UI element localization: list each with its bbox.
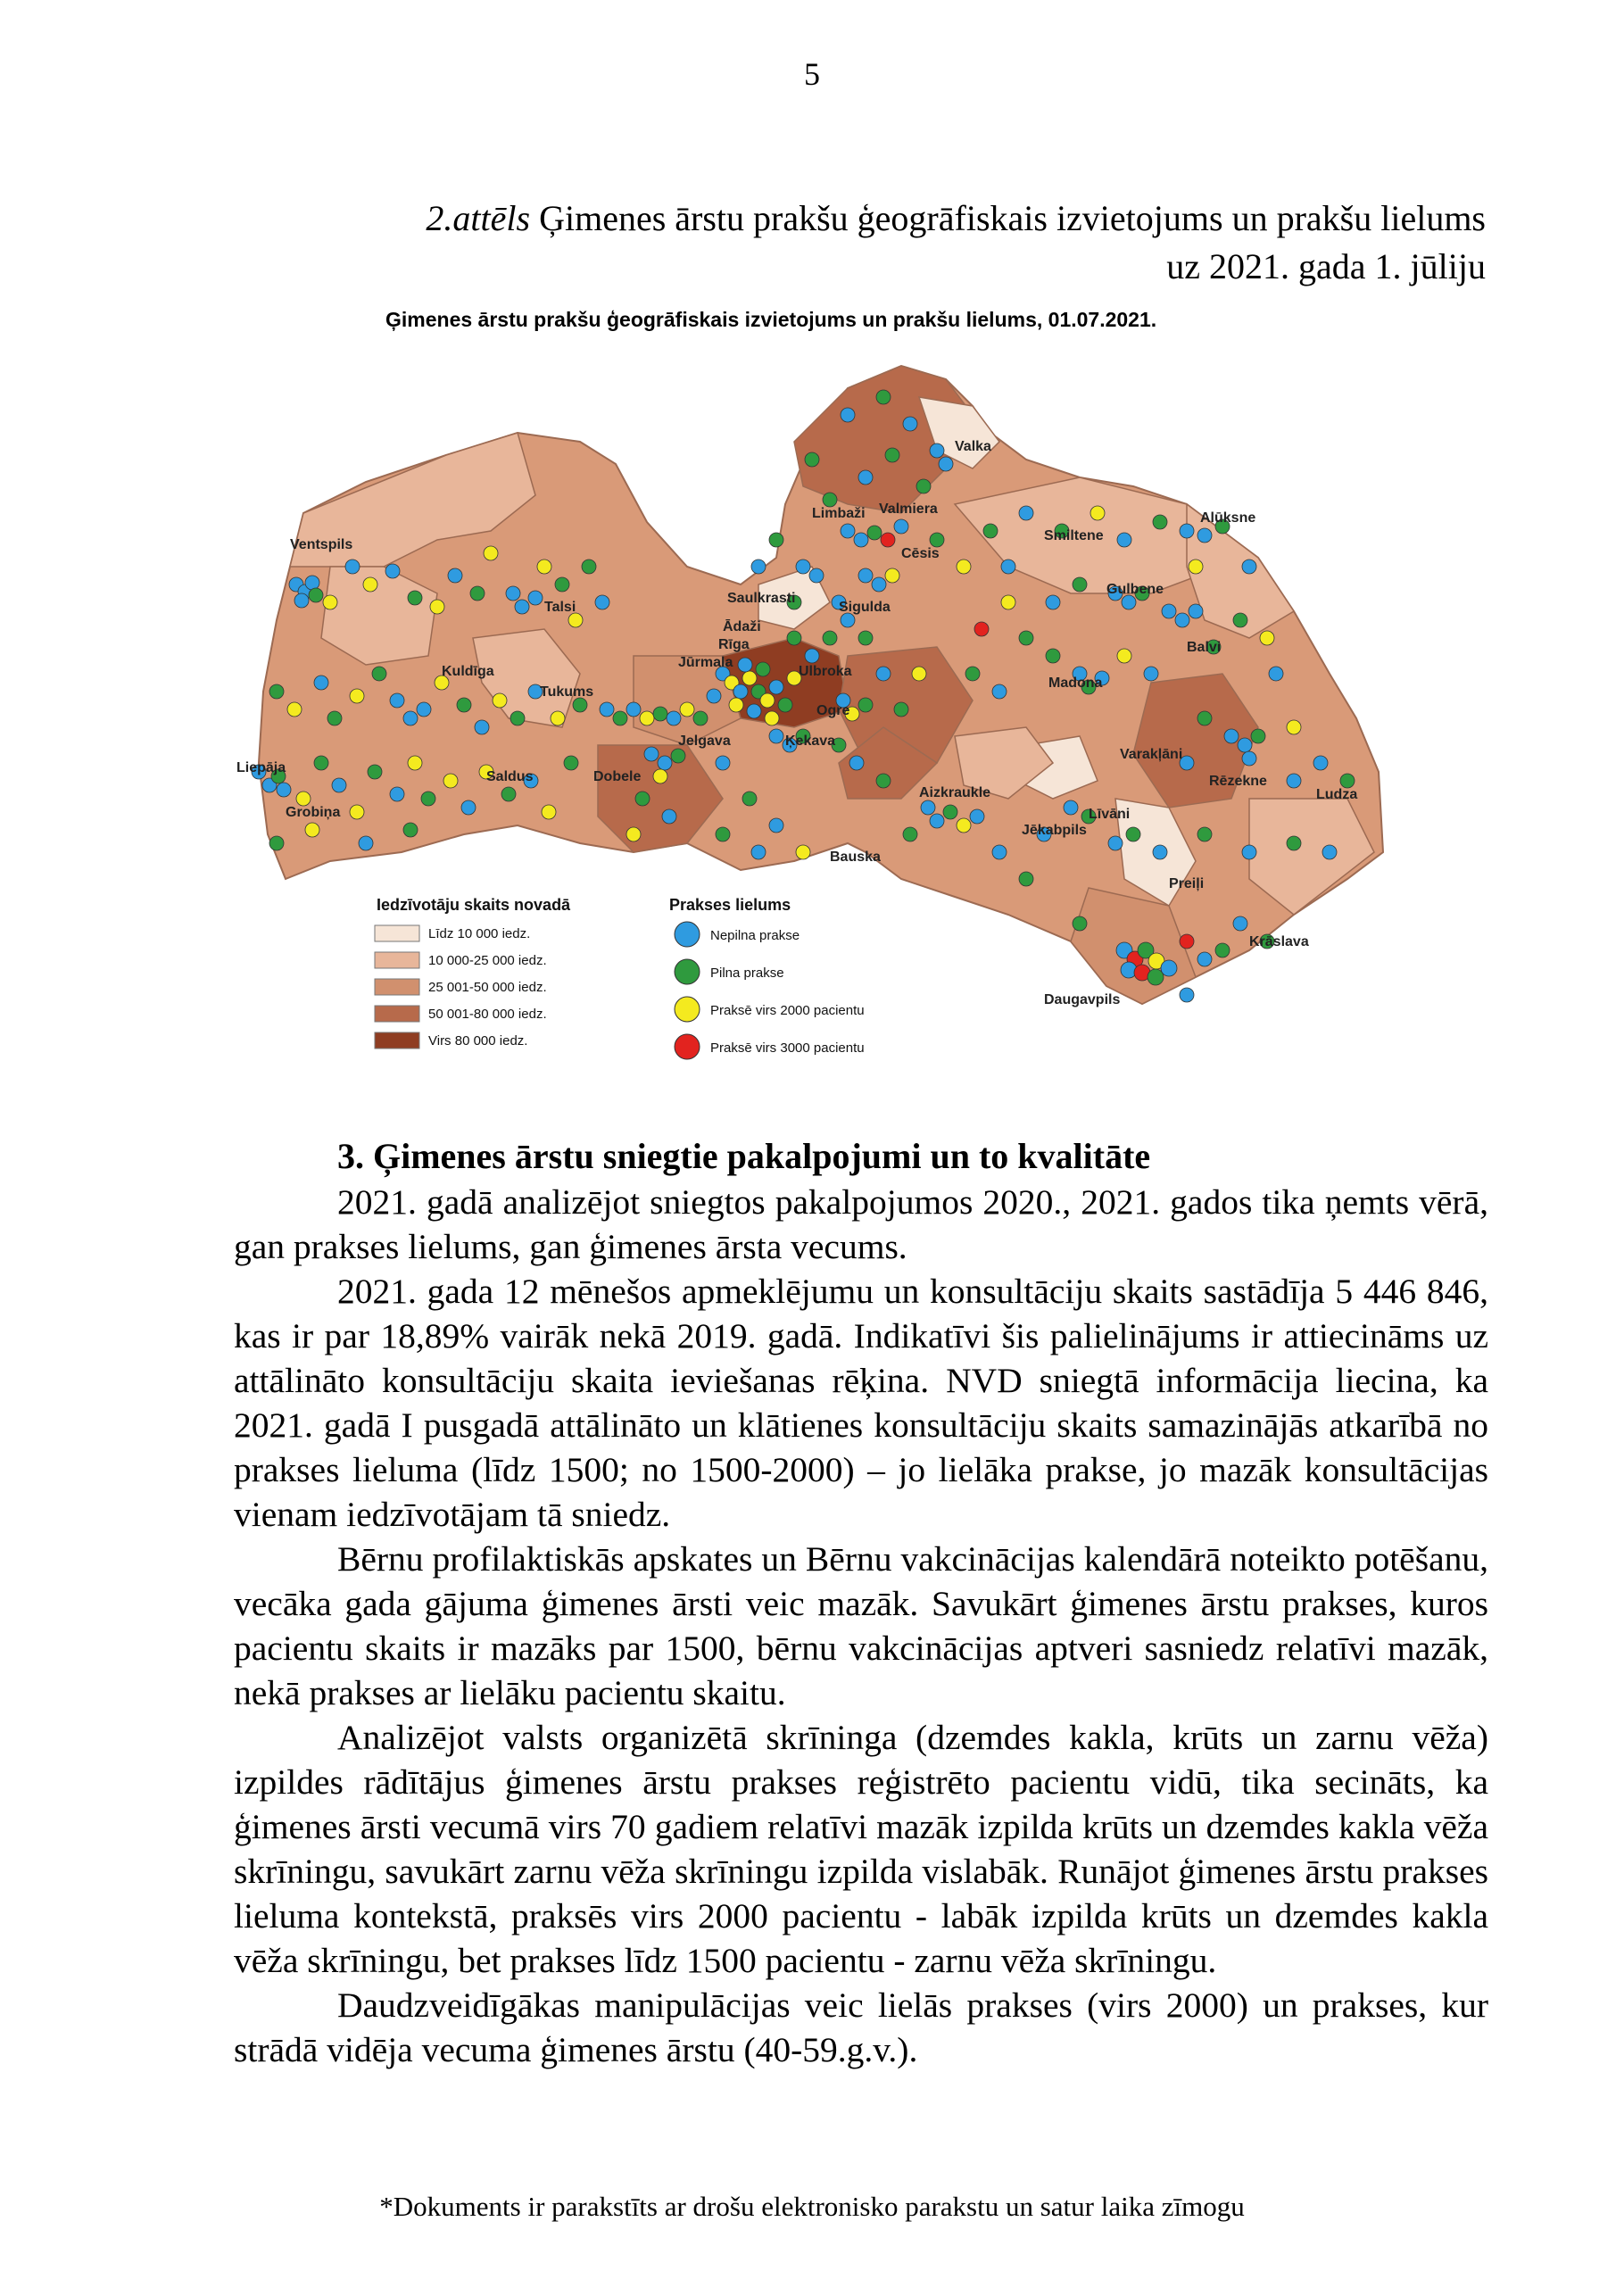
place-label: Varakļāni	[1120, 747, 1183, 762]
legend-swatch-pop-5	[375, 1032, 419, 1049]
place-label: Talsi	[544, 600, 576, 615]
place-label: Jēkabpils	[1022, 823, 1087, 838]
paragraph: Bērnu profilaktiskās apskates un Bērnu vakcinācijas kalendārā noteikto potēšanu, vecāka gada gājuma ģimenes ārsti veic mazāk. Savukārt ģimenes ārstu prakses, kuros pacientu skaits ir mazāks par 1500, bērnu vakcinācijas aptveri sasniedz relatīvi mazāk, nekā prakses ar lielāku pacientu skaitu.	[234, 1539, 1488, 1712]
place-label: Valmiera	[879, 501, 938, 517]
legend-label: Praksē virs 2000 pacientu	[710, 1003, 865, 1018]
paragraph: 2021. gadā analizējot sniegtos pakalpojumos 2020., 2021. gados tika ņemts vērā, gan prakses lielums, gan ģimenes ārsta vecums.	[234, 1182, 1488, 1266]
place-label: Līvāni	[1089, 807, 1131, 822]
place-label: Ķekava	[785, 734, 836, 749]
legend-dot-pilna	[675, 959, 700, 984]
place-label: Smiltene	[1044, 528, 1104, 543]
place-label: Cēsis	[901, 546, 940, 561]
section-body	[234, 1180, 1488, 2072]
paragraph: Daudzveidīgākas manipulācijas veic lielās prakses (virs 2000) un prakses, kur strādā vidēja vecuma ģimenes ārstu (40-59.g.v.).	[234, 1985, 1488, 2069]
place-label: Rēzekne	[1209, 774, 1267, 789]
legend-label: Pilna prakse	[710, 966, 784, 981]
legend-dot-nepilna	[675, 922, 700, 947]
page-number: 5	[804, 56, 820, 92]
population-legend-title: Iedzīvotāju skaits novadā	[377, 896, 571, 914]
paragraph: Analizējot valsts organizētā skrīninga (dzemdes kakla, krūts un zarnu vēža) izpildes rādītājus ģimenes ārstu prakses reģistrēto pacientu vidū, tika secināts, ka ģimenes ārsti vecumā virs 70 gadiem relatīvi mazāk izpilda krūts un dzemdes kakla vēža skrīningu, savukārt zarnu vēža skrīningu izpilda vislabāk. Runājot ģimenes ārstu prakses lieluma kontekstā, praksēs virs 2000 pacientu - labāk izpilda krūts un dzemdes kakla vēža skrīningu, bet prakses līdz 1500 pacientu - zarnu vēža skrīningu.	[234, 1718, 1488, 1980]
place-label: Saldus	[486, 769, 534, 784]
figure-caption-line1: Ģimenes ārstu prakšu ģeogrāfiskais izvietojums un prakšu lielums	[530, 198, 1486, 238]
legend-swatch-pop-1	[375, 925, 419, 941]
place-label: Alūksne	[1200, 510, 1256, 526]
legend-label: Praksē virs 3000 pacientu	[710, 1040, 865, 1056]
legend-dot-3000	[675, 1034, 700, 1059]
place-label: Balvi	[1187, 640, 1222, 655]
place-label: Bauska	[830, 850, 881, 865]
legend-label: 10 000-25 000 iedz.	[428, 953, 547, 968]
place-label: Ludza	[1316, 787, 1358, 802]
place-label: Grobiņa	[286, 805, 341, 820]
figure-caption	[339, 195, 1486, 291]
place-label: Kuldīga	[442, 664, 494, 679]
legend-label: Līdz 10 000 iedz.	[428, 926, 531, 941]
place-label: Krāslava	[1249, 934, 1309, 949]
legend-label: 50 001-80 000 iedz.	[428, 1007, 547, 1022]
place-label: Liepāja	[236, 760, 286, 775]
section-heading: 3. Ģimenes ārstu sniegtie pakalpojumi un to kvalitāte	[337, 1136, 1151, 1176]
place-label: Aizkraukle	[919, 785, 991, 800]
place-label: Tukums	[540, 684, 594, 700]
place-label: Daugavpils	[1044, 992, 1121, 1007]
place-label: Gulbene	[1106, 582, 1164, 597]
place-label: Sigulda	[839, 600, 891, 615]
figure-caption-lead: 2.attēls	[426, 198, 531, 238]
figure-caption-line2: uz 2021. gada 1. jūliju	[1166, 246, 1486, 286]
place-label: Madona	[1048, 676, 1103, 691]
place-label: Ādaži	[723, 619, 761, 634]
latvia-map	[223, 299, 1410, 1084]
legend-label: Virs 80 000 iedz.	[428, 1033, 528, 1049]
map-title: Ģimenes ārstu prakšu ģeogrāfiskais izvietojums un prakšu lielums, 01.07.2021.	[385, 308, 1157, 331]
place-label: Jūrmala	[678, 655, 733, 670]
place-label: Ulbroka	[799, 664, 852, 679]
legend-swatch-pop-4	[375, 1006, 419, 1022]
legend-label: 25 001-50 000 iedz.	[428, 980, 547, 995]
place-label: Ogre	[816, 703, 850, 718]
place-label: Dobele	[593, 769, 642, 784]
legend-swatch-pop-2	[375, 952, 419, 968]
footer-note: *Dokuments ir parakstīts ar drošu elektronisko parakstu un satur laika zīmogu	[379, 2191, 1245, 2222]
place-label: Saulkrasti	[727, 591, 796, 606]
place-label: Limbaži	[812, 506, 866, 521]
place-label: Ventspils	[290, 537, 353, 552]
place-label: Jelgava	[678, 734, 731, 749]
legend-swatch-pop-3	[375, 979, 419, 995]
place-label: Valka	[955, 439, 991, 454]
place-label: Rīga	[718, 637, 750, 652]
paragraph: 2021. gada 12 mēnešos apmeklējumu un konsultāciju skaits sastādīja 5 446 846, kas ir par 18,89% vairāk nekā 2019. gadā. Indikatīvi šis palielinājums ir attiecināms uz attālināto konsultāciju skaita ieviešanas rēķina. NVD sniegtā informācija liecina, ka 2021. gadā I pusgadā attālināto un klātienes konsultāciju skaits samazinājās atkarībā no prakses lieluma (līdz 1500; no 1500-2000) – jo lielāka prakse, jo mazāk konsultācijas vienam iedzīvotājam tā sniedz.	[234, 1272, 1488, 1534]
legend-dot-2000	[675, 997, 700, 1022]
practice-legend-title: Prakses lielums	[669, 896, 791, 914]
legend-label: Nepilna prakse	[710, 928, 800, 943]
practice-legend	[669, 896, 865, 1059]
population-legend	[375, 896, 571, 1049]
place-label: Preiļi	[1169, 876, 1205, 891]
